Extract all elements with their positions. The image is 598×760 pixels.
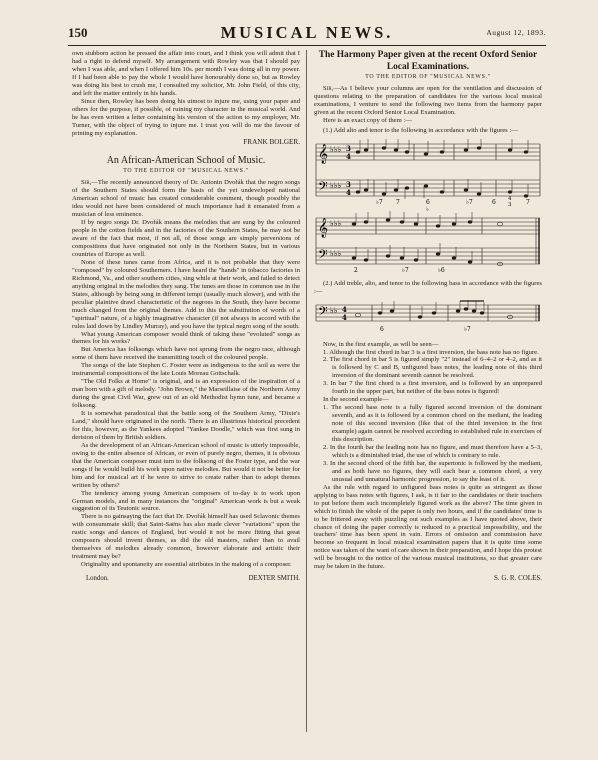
article-paragraph: As the development of an African-American school of music is utterly impossible, owing to the entire absence of African, or even of purely negro, themes, it is obvious that the American composer must turn to the folksong of the Foster type, and the war songs if he would build his work upon native melodies. But would it not be better for him and for musical art if he were to strive to create rather than to adopt themes written by others? <box>72 441 300 489</box>
coles-signature: S. G. R. COLES. <box>493 574 542 583</box>
time-signature: 4 <box>342 312 347 322</box>
article-paragraph: But America has folksongs which have not sprung from the negro race, although some of them have received the transmitting touch of the coloured people. <box>72 346 300 362</box>
salutation: Sir, <box>81 179 92 187</box>
masthead: MUSICAL NEWS. <box>220 23 394 42</box>
article-paragraph: As the rule with regard to unfigured bass notes is quite as stringent as those applying to bass notes with figures, I ask, is it fair to the candidates or their teachers to put before them such incompletely figured work as the above? The time given in which to finish the whole of the paper is only two hours, and if the candidates' time is to be frittered away with puzzling out such examples as I have quoted above, their chance of doing the paper correctly is reduced to a practical impossibility, and the teachers' time has been spent in vain. Errors of omission and commission have become so frequent in local musical examination papers that it is quite time some notice was taken of the want of care shown in their preparation, and I hope this protest will be brought to the notice of the various musical institutions, so that greater care may be taken in the future. <box>314 483 542 571</box>
time-signature: 4 <box>342 304 347 314</box>
header-rule <box>68 45 546 46</box>
numbered-point: 2. In the fourth bar the leading note has no figure, and must therefore have a 5–3, which is a diminished triad, the use of which is contrary to rule. <box>323 443 542 459</box>
article-paragraph: In the second example— <box>323 396 389 404</box>
numbered-point: 1. The second bass note is a fully figured second inversion of the dominant seventh, and as it is followed by a common chord on the mediant, the leading note of this second inversion (like that of the third inversion in the first example) again cannot be resolved according to established rule in exercises of this description. <box>323 404 542 444</box>
place-london: London. <box>86 575 109 583</box>
example-2-bass-staff <box>316 305 540 321</box>
figure-label: 4 <box>508 195 512 202</box>
bass-clef-icon: 𝄢 <box>318 303 328 322</box>
article-paragraph: The tendency among young American composers of to-day is to work upon German models, and in many instances the "original" American work is but a weak suggestion of its Teutonic source. <box>72 489 300 513</box>
right-column <box>314 50 542 583</box>
numbered-point: 3. In bar 7 the first chord is a first inversion, and is followed by an unprepared fourth in the upper part, but neither of the bass notes is figured! <box>323 380 542 396</box>
editor-address: TO THE EDITOR OF "MUSICAL NEWS." <box>123 168 249 175</box>
paragraph-text: —The recently announced theory of Dr. Antonin Dvořák that the negro songs of the Southern States should form the basis of the yet undeveloped national American school of music has created considerable comment, though possibly the idea would not have been considered of much importance had it emanated from a musician of less eminence. <box>72 179 300 219</box>
smith-signature: DEXTER SMITH. <box>248 575 300 583</box>
bolger-letter-end: own stubborn action he pressed the affair into court, and I think you will admit that I had a right to defend myself. My arrangement with Rowley was that I should pay when I was able, and when I offered him 10s. per month I was doing all in my power. If I had been able to pay the whole I would have honourably done so, but as Rowley was doing his best to crush me, I consulted my solicitor, Mr. John Field, of this city, and left the matter entirely in his hands. <box>72 50 300 97</box>
figure-label: ♭ <box>426 205 429 213</box>
system-2-bass-staff <box>316 248 540 264</box>
closing-line <box>72 575 300 583</box>
column-divider <box>306 50 307 732</box>
treble-clef-icon: 𝄞 <box>318 217 329 238</box>
figure-label: ♭7 <box>466 198 473 206</box>
article-paragraph: Now, in the first example, as will be seen— <box>323 340 439 348</box>
example-2-stems <box>382 300 484 317</box>
figure-label: 7 <box>396 198 400 206</box>
music-example-2 <box>314 299 542 339</box>
figure-label: 2 <box>354 266 358 274</box>
page-number: 150 <box>68 25 88 40</box>
system-2-barlines <box>316 218 539 264</box>
figure-label: 6 <box>426 198 430 206</box>
article-paragraph: What young American composer would think of taking these "evoluted" songs as themes for his works? <box>72 330 300 346</box>
article-paragraph: It is somewhat paradoxical that the battle song of the Southern Army, "Dixie's Land," should have originated in the north. There is an illustrious historical precedent for this, however, as the Yankees adopted "Yankee Doodle," which was first sung in derision of them by British soldiers. <box>72 410 300 441</box>
system-2-treble-staff <box>316 218 540 234</box>
bass-clef-icon: 𝄢 <box>318 246 328 265</box>
figure-label: ♭7 <box>464 325 471 333</box>
music-example-1 <box>314 138 542 278</box>
article-paragraph: The songs of the late Stephen C. Foster were as indigenous to the soil as were the instrumental compositions of the late Louis Moreau Gottschalk. <box>72 362 300 378</box>
numbered-point: 3. In the second chord of the fifth bar, the supertonic is followed by the mediant, and as both have no figures, they will each bear a common chord, a very unusual and unnatural harmonic progression, to say the least of it. <box>323 459 542 483</box>
article-paragraph: There is no gainsaying the fact that Dr. Dvořák himself has used Sclavonic themes with consummate skill; that Saint-Saëns has also made clever "variations" upon the rustic songs and dances of England, but would it not be more fitting that great composers should invent themes, as did the old masters, rather than to avail themselves of melodies already common, however elaborate and artistic their treatment may be? <box>72 513 300 561</box>
left-column <box>72 50 300 583</box>
time-signature: 3 <box>346 179 351 189</box>
numbered-point: 2. The first chord in bar 5 is figured simply "2" instead of 6–4–2 or 4–2, and as it is followed by C and B, unfigured bass notes, the leading note of this third inversion of the dominant seventh cannot be resolved. <box>323 356 542 380</box>
flat-icon: ♭♭♭ <box>330 180 342 190</box>
salutation: Sir, <box>323 84 334 92</box>
flat-icon: ♭♭ <box>330 305 338 315</box>
editor-address: TO THE EDITOR OF "MUSICAL NEWS." <box>365 74 491 80</box>
system-1-bass-notes <box>356 184 528 197</box>
flat-icon: ♭♭♭ <box>330 248 342 258</box>
figure-label: 6 <box>380 325 384 333</box>
example-1-instruction: (1.) Add alto and tenor to the following in accordance with the figures :— <box>323 126 518 134</box>
figure-label: 7 <box>526 198 530 206</box>
article-title-african-american-school: An African-American School of Music. <box>106 155 266 167</box>
flat-icon: ♭♭♭ <box>330 218 342 228</box>
article-title-harmony-paper: The Harmony Paper given at the recent Oxford Senior Local Examinations. <box>318 50 538 72</box>
article-paragraph: Here is an exact copy of them :— <box>323 116 412 124</box>
article-paragraph: If by negro songs Dr. Dvořák means the melodies that are sung by the coloured people in the cotton fields and in the factories of the Southern States, he may not be aware of the fact that most, if not all, of those songs are simply perversions of compositions that have originated not only in the Northern States, but in various countries of Europe as well. <box>72 219 300 258</box>
numbered-point: 1. Although the first chord in bar 3 is a first inversion, the bass note has no figure. <box>323 348 539 356</box>
article-paragraph: "The Old Folks at Home" is original, and is an expression of the inspiration of a man born with a gift of melody. "John Brown," the Marseillaise of the Northern Army during the great Civil War, grew out of an old Methodist hymn tune, and became a folksong. <box>72 378 300 410</box>
example-2-instruction: (2.) Add treble, alto, and tenor to the following bass in accordance with the figures :— <box>314 279 542 295</box>
figure-label: 6 <box>492 198 496 206</box>
article-paragraph <box>314 85 542 117</box>
bass-clef-icon: 𝄢 <box>318 178 328 197</box>
figure-label: ♭7 <box>402 266 409 274</box>
flat-icon: ♭♭♭ <box>330 144 342 154</box>
time-signature: 3 <box>346 143 351 153</box>
time-signature: 4 <box>346 187 351 197</box>
article-paragraph: None of these tunes came from Africa, and it is not probable that they were "composed" by coloured Southerners. I have heard the "hands" in tobacco factories in Richmond, Va., and other southern cities, sing while at their work, and failed to detect anything original in the melodies they sang. The tunes are those in common use in the States, although by being sung in different tempi (usually much slower), and with the peculiar plaintive drawl characteristic of the negroes in the South, they have become much changed from the original themes. Add to this the substitution of words of a "spiritual" nature, of a highly imaginative character (if not always in accord with the rules laid down by Lindley Murray), and you have the typical negro song of the south. <box>72 258 300 330</box>
article-paragraph <box>72 179 300 219</box>
figure-label: 3 <box>508 201 512 208</box>
page-header <box>68 24 546 46</box>
figure-label: ♭6 <box>438 266 445 274</box>
issue-date: August 12, 1893. <box>486 28 546 37</box>
bolger-letter-paragraph: Since then, Rowley has been doing his utmost to injure me, using your paper and others for the purpose, if possible, of ruining my character in the musical world. And he has even written a letter containing his version of the action to my employer, Mr. Turner, with the object of trying to injure me. I trust you will do me the favour of printing my explanation. <box>72 97 300 137</box>
figure-label: ♭7 <box>376 198 383 206</box>
article-paragraph: Originality and spontaneity are essential attributes in the making of a composer. <box>81 561 292 569</box>
paragraph-text: —As I believe your columns are open for the ventilation and discussion of questions relating to the preparation of candidates for the various local musical examinations, I venture to send the following two items from the harmony paper given at the recent Oxford Senior Local Examination. <box>314 84 542 116</box>
bolger-signature: FRANK BOLGER. <box>243 138 300 147</box>
treble-clef-icon: 𝄞 <box>318 143 329 164</box>
time-signature: 4 <box>346 151 351 161</box>
